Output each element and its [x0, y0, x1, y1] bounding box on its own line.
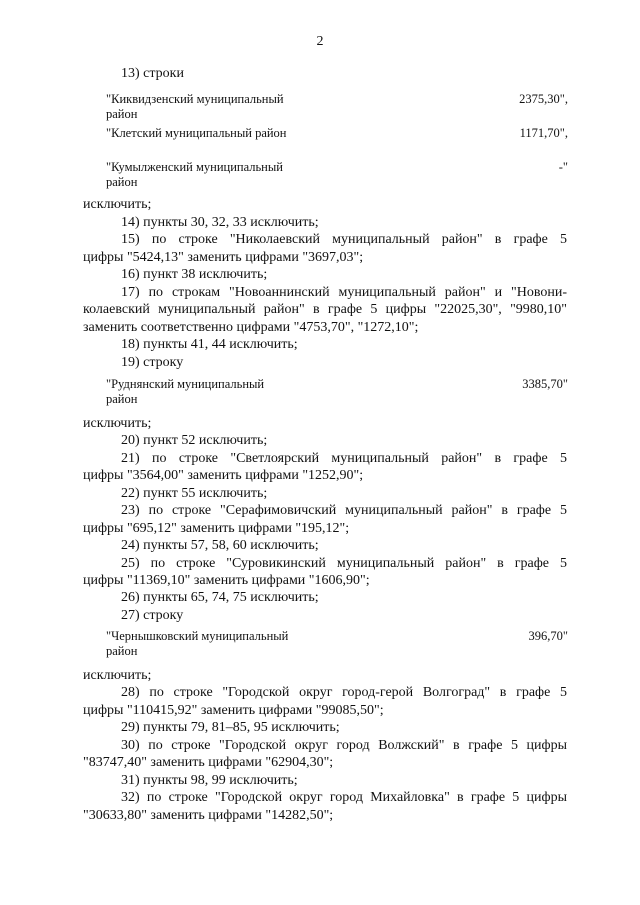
item-18: 18) пункты 41, 44 исключить;	[121, 337, 298, 352]
item-19: 19) строку	[121, 355, 184, 370]
table-row-name: "Киквидзенский муниципальный район	[106, 92, 284, 121]
item-17-cont: колаевский муниципальный район" в графе 5 цифры "22025,30", "9980,10"	[83, 302, 567, 317]
item-30: 30) по строке "Городской округ город Волжский" в графе 5 цифры	[121, 738, 567, 753]
table-row-name: "Чернышковский муниципальный район	[106, 629, 289, 658]
item-16: 16) пункт 38 исключить;	[121, 267, 268, 282]
page-number: 2	[316, 34, 324, 49]
item-32: 32) по строке "Городской округ город Михайловка" в графе 5 цифры	[121, 790, 567, 805]
table-row-value: -"	[558, 160, 568, 174]
item-22: 22) пункт 55 исключить;	[121, 486, 268, 501]
item-30-cont: "83747,40" заменить цифрами "62904,30";	[83, 755, 334, 770]
item-21: 21) по строке "Светлоярский муниципальный район" в графе 5	[121, 451, 567, 466]
item-24: 24) пункты 57, 58, 60 исключить;	[121, 538, 319, 553]
item-17: 17) по строкам "Новоаннинский муниципальный район" и "Новони-	[121, 285, 567, 300]
exclude-text: исключить;	[83, 197, 152, 212]
item-25: 25) по строке "Суровикинский муниципальный район" в графе 5	[121, 556, 567, 571]
table-row-value: 1171,70",	[519, 126, 568, 140]
exclude-text: исключить;	[83, 668, 152, 683]
item-13: 13) строки	[121, 66, 184, 81]
item-31: 31) пункты 98, 99 исключить;	[121, 773, 298, 788]
item-26: 26) пункты 65, 74, 75 исключить;	[121, 590, 319, 605]
item-14: 14) пункты 30, 32, 33 исключить;	[121, 215, 319, 230]
item-15-cont: цифры "5424,13" заменить цифрами "3697,03";	[83, 250, 364, 265]
item-21-cont: цифры "3564,00" заменить цифрами "1252,90";	[83, 468, 364, 483]
table-row-name: "Клетский муниципальный район	[106, 126, 287, 140]
item-27: 27) строку	[121, 608, 184, 623]
item-28-cont: цифры "110415,92" заменить цифрами "99085,50";	[83, 703, 384, 718]
item-29: 29) пункты 79, 81–85, 95 исключить;	[121, 720, 340, 735]
item-25-cont: цифры "11369,10" заменить цифрами "1606,90";	[83, 573, 370, 588]
item-32-cont: "30633,80" заменить цифрами "14282,50";	[83, 808, 334, 823]
table-row-value: 3385,70"	[522, 377, 568, 391]
table-row-name: "Руднянский муниципальный район	[106, 377, 265, 406]
table-row-name: "Кумылженский муниципальный район	[106, 160, 283, 189]
item-28: 28) по строке "Городской округ город-герой Волгоград" в графе 5	[121, 685, 567, 700]
item-23: 23) по строке "Серафимовичский муниципальный район" в графе 5	[121, 503, 567, 518]
item-15: 15) по строке "Николаевский муниципальный район" в графе 5	[121, 232, 567, 247]
exclude-text: исключить;	[83, 416, 152, 431]
item-23-cont: цифры "695,12" заменить цифрами "195,12";	[83, 521, 350, 536]
table-row-value: 396,70"	[528, 629, 568, 643]
item-17-cont: заменить соответственно цифрами "4753,70", "1272,10";	[83, 320, 419, 335]
item-20: 20) пункт 52 исключить;	[121, 433, 268, 448]
table-row-value: 2375,30",	[519, 92, 568, 106]
